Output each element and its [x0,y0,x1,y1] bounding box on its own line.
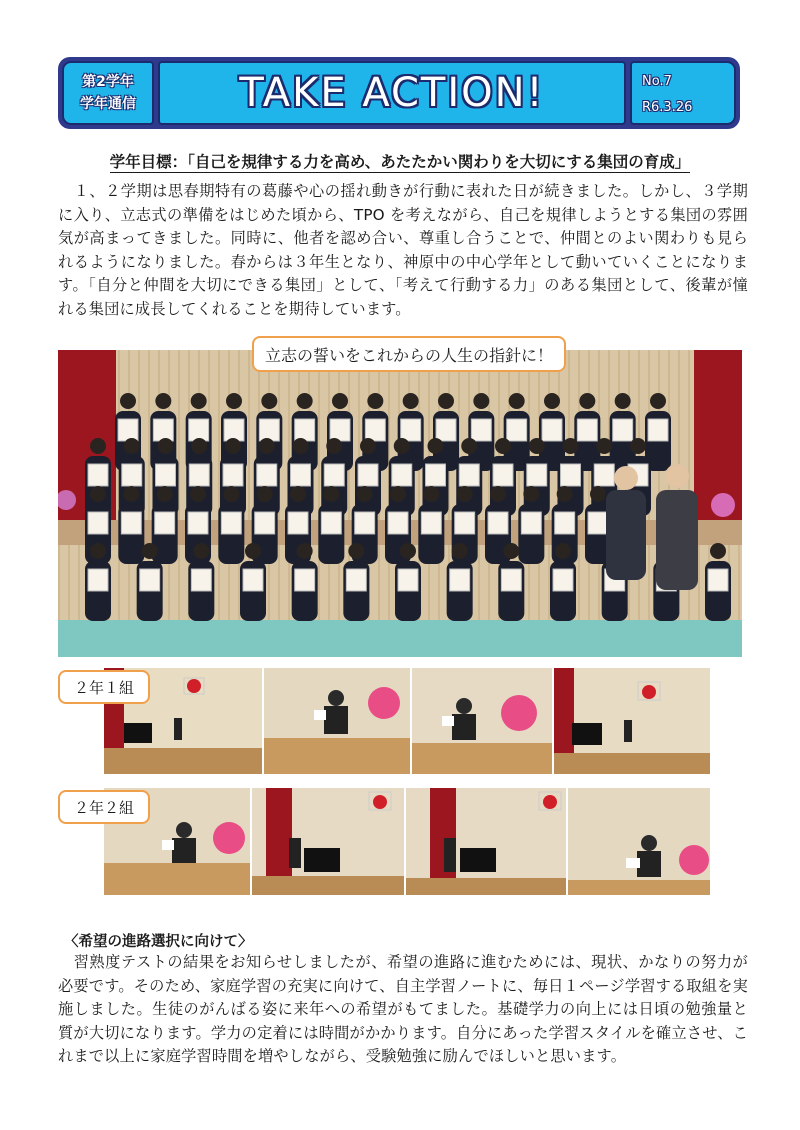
student-head [123,486,139,502]
student-head [523,486,539,502]
student-head [503,543,519,559]
shikishi-board [223,464,243,486]
shikishi-board [288,512,308,534]
shikishi-board [221,512,241,534]
shikishi-board [355,512,375,534]
shikishi-board [527,464,547,486]
shikishi-board [295,419,315,441]
issue-date: R6.3.26 [642,100,693,115]
student-head [120,393,136,409]
shikishi-board [553,569,573,591]
student-head [124,438,140,454]
student-head [245,543,261,559]
intro-paragraph: １、２学期は思春期特有の葛藤や心の揺れ動きが行動に表れた日が続きました。しかし、３学期に入り、立志式の準備をはじめた頃から、TPO を考えながら、自己を規律しようとする集団の雰囲気が高まってきました。同時に、他者を認め合い、尊重し合うことで、仲間とのよい関わりも見られるようになりました。春からは３年生となり、神原中の中心学年として動いていくことになります。「自分と仲間を大切にできる集団」として、「考えて行動する力」のある集団として、後輩が憧れる集団に成長してくれることを期待しています。 [58,182,749,318]
class2-photo-strip [104,788,710,895]
shikishi-board [243,569,263,591]
shikishi-board [648,419,668,441]
student-head [650,393,666,409]
student-head [193,543,209,559]
group-photo-illustration [58,350,742,657]
shikishi-board [365,419,385,441]
shikishi-board [613,419,633,441]
student-head [544,393,560,409]
student-head [190,486,206,502]
shikishi-board [155,512,175,534]
shikishi-board [401,419,421,441]
shikishi-board [493,464,513,486]
shikishi-board [555,512,575,534]
shikishi-board [488,512,508,534]
shikishi-board [455,512,475,534]
shikishi-board [122,464,142,486]
student-head [225,438,241,454]
grade-block [62,61,154,125]
career-paragraph: 習熟度テストの結果をお知らせしましたが、希望の進路に進むためには、現状、かなりの努力が必要です。そのため、家庭学習の充実に向けて、自主学習ノートに、毎日１ページ学習する取組を実施しました。生徒のがんばる姿に来年への希望がもてました。基礎学力の向上には日頃の勉強量と質が大切になります。学力の定着には時間がかかります。自分にあった学習スタイルを確立させ、これまで以上に家庭学習時間を増やしながら、受験勉強に励んでほしいと思います。 [58,953,748,1066]
student-head [90,438,106,454]
shikishi-board [321,512,341,534]
shikishi-board [388,512,408,534]
shikishi-board [577,419,597,441]
student-head [142,543,158,559]
student-head [490,486,506,502]
shikishi-board [189,464,209,486]
student-head [297,543,313,559]
student-head [90,543,106,559]
student-head [438,393,454,409]
shikishi-board [426,464,446,486]
shikishi-board [140,569,160,591]
shikishi-board [708,569,728,591]
career-section-heading: 〈希望の進路選択に向けて〉 [64,934,253,950]
student-head [423,486,439,502]
student-head [596,438,612,454]
shikishi-board [542,419,562,441]
shikishi-board [471,419,491,441]
issue-number: No.7 [642,74,672,89]
student-head [348,543,364,559]
shikishi-board [450,569,470,591]
student-head [326,438,342,454]
student-head [557,486,573,502]
student-head [290,486,306,502]
student-head [191,438,207,454]
grade-goal-heading: 学年目標：「自己を規律する力を高め、あたたかい関わりを大切にする集団の育成」 [109,153,691,171]
group-photo [58,350,742,657]
student-head [394,438,410,454]
student-head [257,486,273,502]
student-head [473,393,489,409]
student-head [223,486,239,502]
shikishi-board [501,569,521,591]
student-head [155,393,171,409]
shikishi-board [346,569,366,591]
student-head [332,393,348,409]
student-head [293,438,309,454]
student-head [452,543,468,559]
shikishi-board [257,464,277,486]
student-head [579,393,595,409]
student-head [428,438,444,454]
student-head [710,543,726,559]
shikishi-board [88,569,108,591]
shikishi-board [191,569,211,591]
student-head [563,438,579,454]
student-head [555,543,571,559]
student-head [457,486,473,502]
issue-block [630,61,736,125]
class2-label: ２年２組 [58,790,150,824]
student-head [495,438,511,454]
student-head [323,486,339,502]
student-head [360,438,376,454]
shikishi-board [121,512,141,534]
student-head [90,486,106,502]
student-head [390,486,406,502]
student-head [403,393,419,409]
shikishi-board [255,512,275,534]
student-head [259,438,275,454]
grade-label: 第2学年 [82,74,134,90]
shikishi-board [392,464,412,486]
shikishi-board [459,464,479,486]
student-head [226,393,242,409]
shikishi-board [259,419,279,441]
shikishi-board [156,464,176,486]
student-head [261,393,277,409]
student-head [400,543,416,559]
shikishi-board [224,419,244,441]
shikishi-board [588,512,608,534]
shikishi-board [358,464,378,486]
newsletter-banner [58,57,740,129]
student-head [529,438,545,454]
shikishi-board [153,419,173,441]
student-head [590,486,606,502]
shikishi-board [421,512,441,534]
shikishi-board [521,512,541,534]
shikishi-board [324,464,344,486]
photo-caption: 立志の誓いをこれからの人生の指針に！ [252,336,566,372]
student-head [367,393,383,409]
shikishi-board [594,464,614,486]
class1-photo-strip [104,668,710,774]
student-head [297,393,313,409]
shikishi-board [118,419,138,441]
newsletter-title: TAKE ACTION! [158,61,626,125]
shikishi-board [88,464,108,486]
shikishi-board [189,419,209,441]
shikishi-board [295,569,315,591]
shikishi-board [561,464,581,486]
student-head [357,486,373,502]
shikishi-board [88,512,108,534]
student-head [158,438,174,454]
shikishi-board [330,419,350,441]
student-head [461,438,477,454]
newsletter-label: 学年通信 [80,96,136,112]
class1-label: ２年１組 [58,670,150,704]
shikishi-board [291,464,311,486]
student-head [630,438,646,454]
student-head [191,393,207,409]
shikishi-board [507,419,527,441]
student-head [157,486,173,502]
shikishi-board [436,419,456,441]
student-head [615,393,631,409]
student-head [509,393,525,409]
shikishi-board [398,569,418,591]
shikishi-board [188,512,208,534]
